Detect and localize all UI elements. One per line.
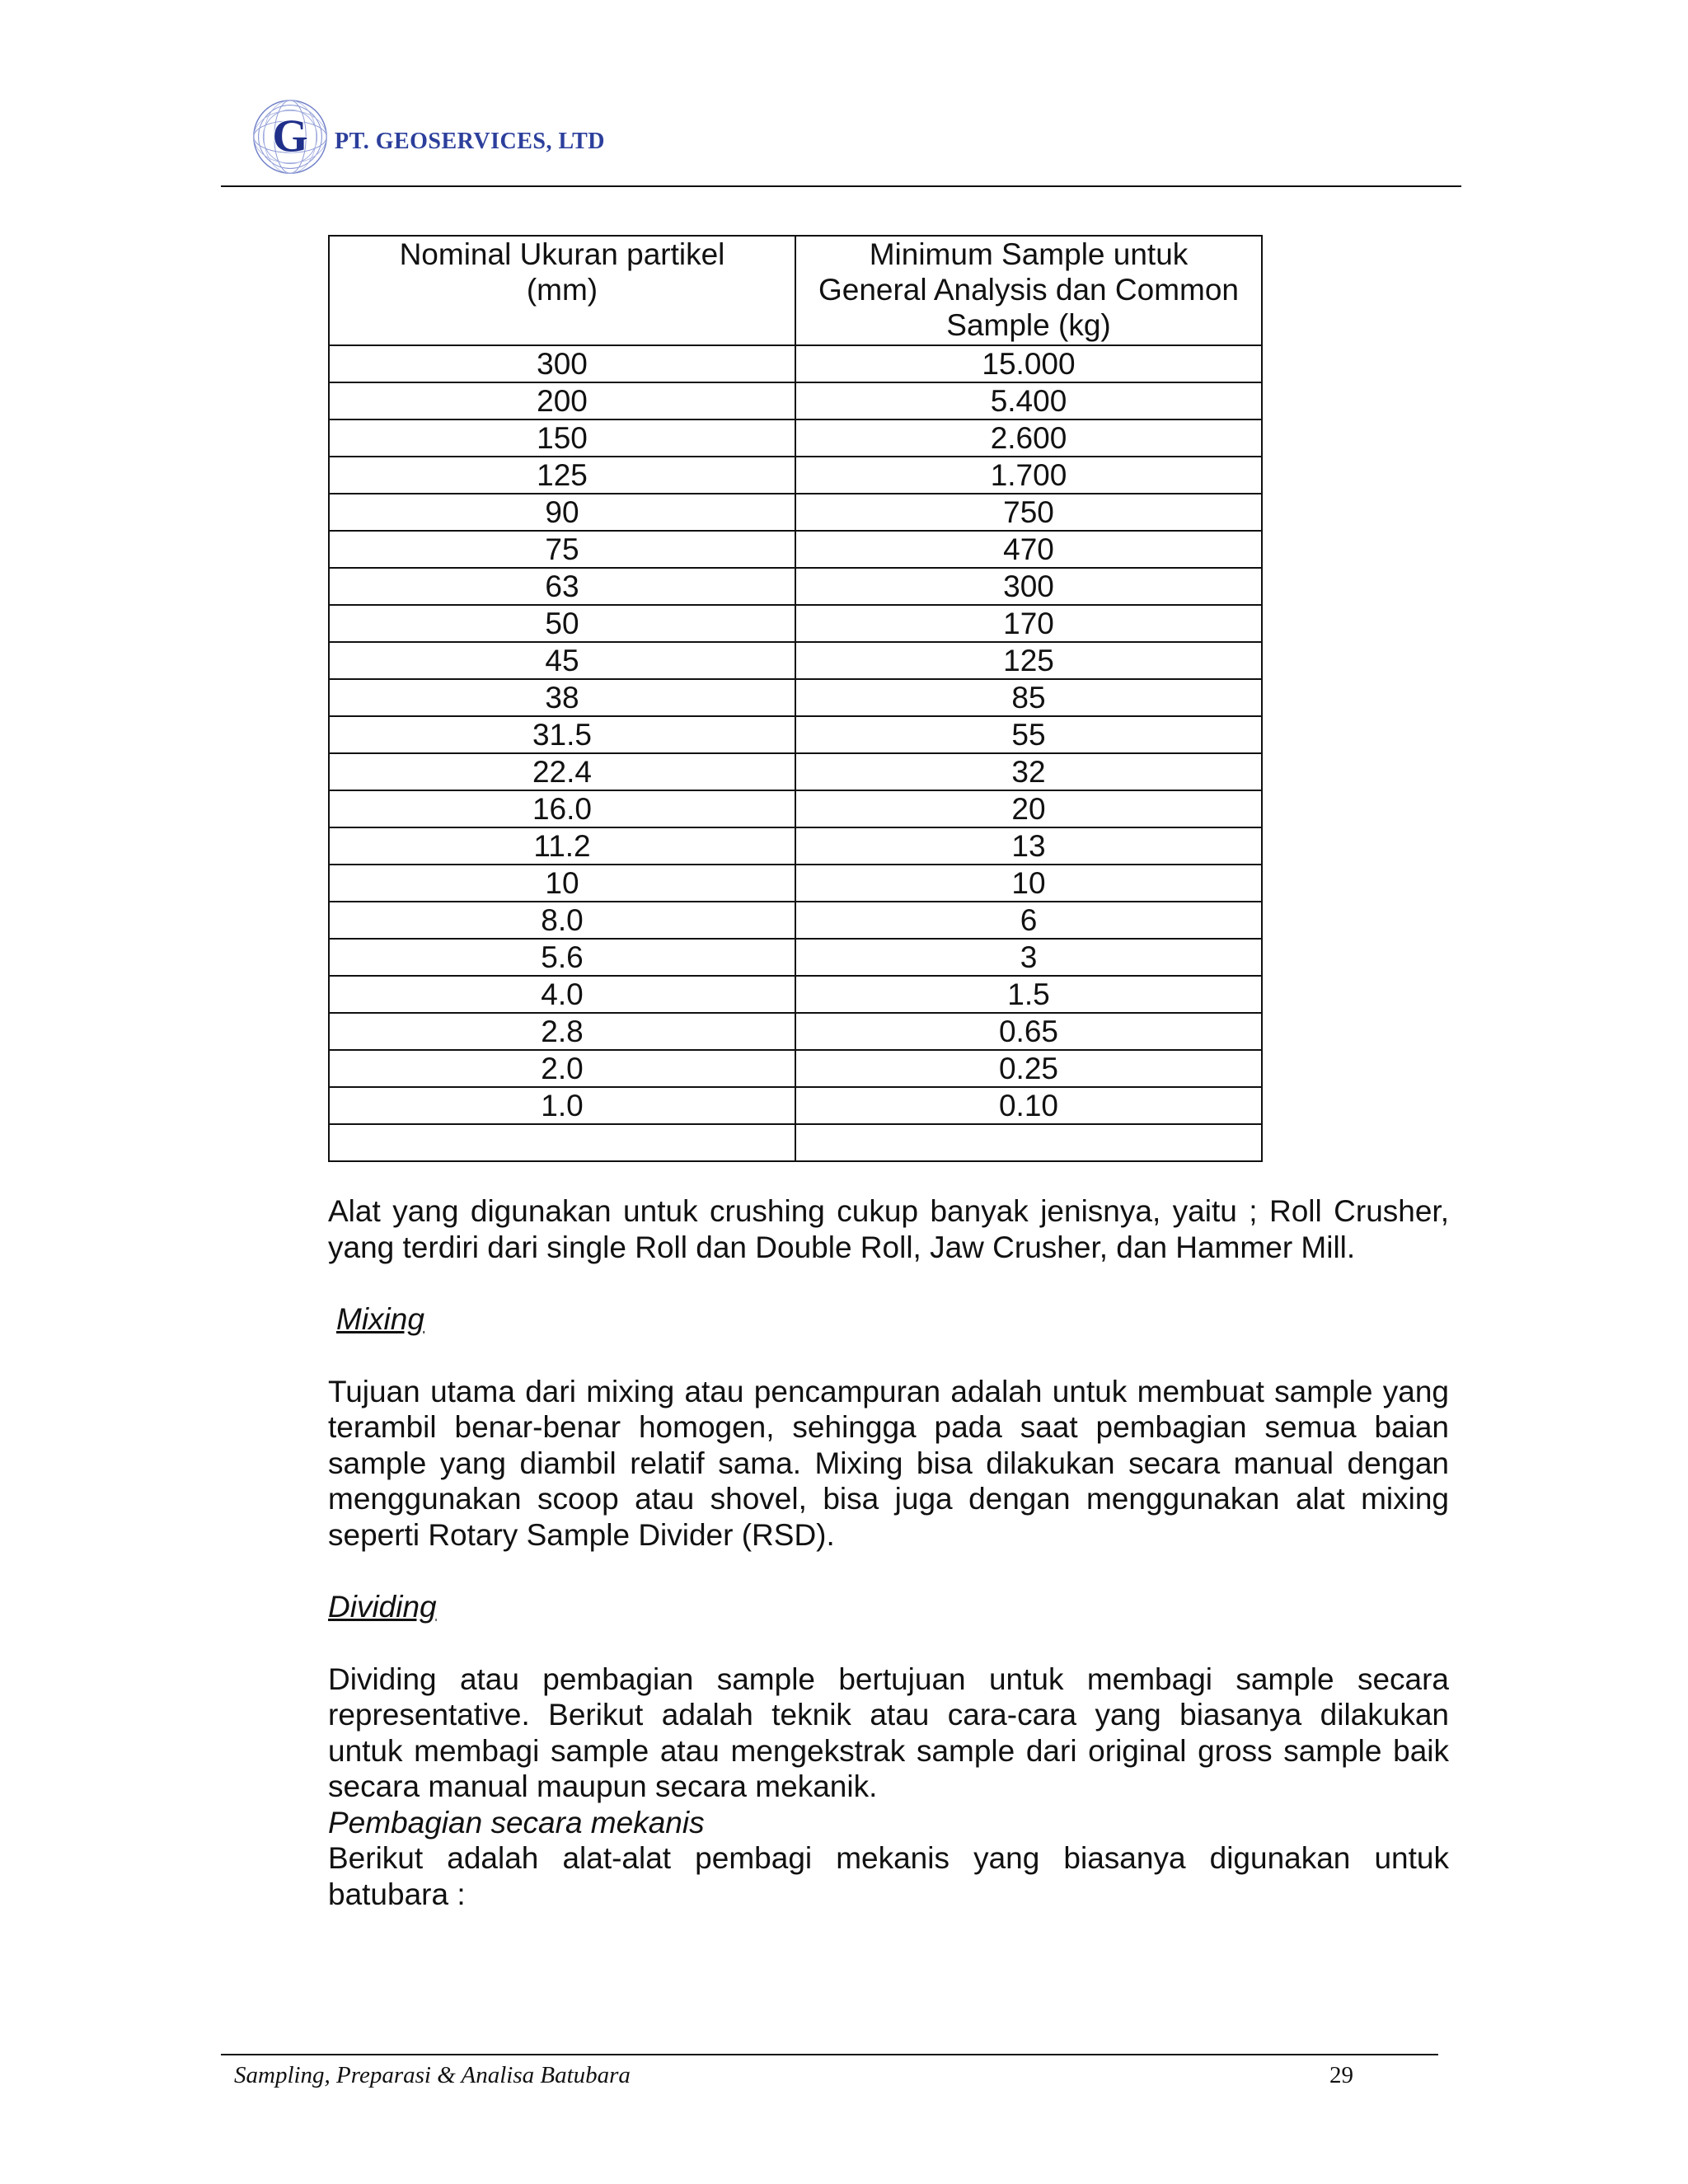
table-row <box>329 531 1262 568</box>
crushing-paragraph: Alat yang digunakan untuk crushing cukup banyak jenisnya, yaitu ; Roll Crusher, yang terdiri dari single Roll dan Double Roll, Jaw Crusher, dan Hammer Mill. <box>328 1194 1449 1264</box>
table-row <box>329 642 1262 679</box>
cell-nominal-size: 1.0 <box>329 1087 795 1124</box>
cell-nominal-size <box>329 1124 795 1161</box>
table-row <box>329 753 1262 790</box>
cell-minimum-sample: 0.25 <box>795 1050 1262 1087</box>
svg-text:G: G <box>272 110 308 162</box>
table-row <box>329 976 1262 1013</box>
cell-nominal-size: 125 <box>329 457 795 494</box>
particle-size-table-container <box>328 235 1263 1162</box>
mechanical-paragraph: Berikut adalah alat-alat pembagi mekanis yang biasanya digunakan untuk batubara : <box>328 1841 1449 1911</box>
company-name: PT. GEOSERVICES, LTD <box>335 129 606 154</box>
table-row <box>329 1124 1262 1161</box>
header-minimum-sample: Minimum Sample untuk General Analysis dan Common Sample (kg) <box>795 236 1262 345</box>
cell-nominal-size: 2.8 <box>329 1013 795 1050</box>
cell-nominal-size: 150 <box>329 419 795 457</box>
cell-minimum-sample: 2.600 <box>795 419 1262 457</box>
table-row <box>329 790 1262 827</box>
table-row <box>329 865 1262 902</box>
table-row <box>329 1087 1262 1124</box>
cell-nominal-size: 300 <box>329 345 795 382</box>
cell-nominal-size: 11.2 <box>329 827 795 865</box>
cell-nominal-size: 75 <box>329 531 795 568</box>
cell-minimum-sample: 1.700 <box>795 457 1262 494</box>
mixing-heading: Mixing <box>336 1302 424 1336</box>
cell-nominal-size: 90 <box>329 494 795 531</box>
page-header <box>221 92 1461 188</box>
cell-nominal-size: 50 <box>329 605 795 642</box>
cell-nominal-size: 4.0 <box>329 976 795 1013</box>
table-row <box>329 902 1262 939</box>
body-content <box>328 1193 1449 1912</box>
mechanical-subheading: Pembagian secara mekanis <box>328 1805 705 1840</box>
cell-nominal-size: 10 <box>329 865 795 902</box>
table-row <box>329 457 1262 494</box>
cell-nominal-size: 200 <box>329 382 795 419</box>
particle-size-table <box>328 235 1263 1162</box>
cell-nominal-size: 22.4 <box>329 753 795 790</box>
cell-minimum-sample: 750 <box>795 494 1262 531</box>
footer-document-title: Sampling, Preparasi & Analisa Batubara <box>234 2062 631 2088</box>
cell-minimum-sample: 0.65 <box>795 1013 1262 1050</box>
cell-minimum-sample: 55 <box>795 716 1262 753</box>
cell-nominal-size: 38 <box>329 679 795 716</box>
cell-minimum-sample: 13 <box>795 827 1262 865</box>
header-nominal-size: Nominal Ukuran partikel (mm) <box>329 236 795 345</box>
table-row <box>329 345 1262 382</box>
table-row <box>329 1050 1262 1087</box>
cell-minimum-sample: 15.000 <box>795 345 1262 382</box>
cell-nominal-size: 31.5 <box>329 716 795 753</box>
table-body <box>329 345 1262 1161</box>
cell-minimum-sample: 85 <box>795 679 1262 716</box>
cell-minimum-sample: 0.10 <box>795 1087 1262 1124</box>
dividing-heading: Dividing <box>328 1590 437 1624</box>
cell-minimum-sample: 1.5 <box>795 976 1262 1013</box>
table-row <box>329 568 1262 605</box>
table-row <box>329 939 1262 976</box>
table-row <box>329 716 1262 753</box>
cell-minimum-sample: 20 <box>795 790 1262 827</box>
table-row <box>329 382 1262 419</box>
table-row <box>329 494 1262 531</box>
table-row <box>329 605 1262 642</box>
table-row <box>329 679 1262 716</box>
cell-minimum-sample: 3 <box>795 939 1262 976</box>
cell-minimum-sample: 125 <box>795 642 1262 679</box>
cell-minimum-sample: 470 <box>795 531 1262 568</box>
cell-minimum-sample: 5.400 <box>795 382 1262 419</box>
cell-nominal-size: 16.0 <box>329 790 795 827</box>
table-row <box>329 419 1262 457</box>
header-divider <box>221 185 1461 187</box>
mixing-paragraph: Tujuan utama dari mixing atau pencampuran adalah untuk membuat sample yang terambil benar-benar homogen, sehingga pada saat pembagian semua baian sample yang diambil relatif sama. Mixing bisa dilakukan secara manual dengan menggunakan scoop atau shovel, bisa juga dengan menggunakan alat mixing seperti Rotary Sample Divider (RSD). <box>328 1374 1449 1552</box>
geoservices-logo-icon <box>251 97 330 176</box>
cell-minimum-sample <box>795 1124 1262 1161</box>
cell-minimum-sample: 32 <box>795 753 1262 790</box>
table-header-row <box>329 236 1262 345</box>
cell-minimum-sample: 170 <box>795 605 1262 642</box>
cell-minimum-sample: 6 <box>795 902 1262 939</box>
cell-nominal-size: 5.6 <box>329 939 795 976</box>
cell-nominal-size: 2.0 <box>329 1050 795 1087</box>
cell-nominal-size: 45 <box>329 642 795 679</box>
footer-page-number: 29 <box>1329 2062 1353 2088</box>
cell-nominal-size: 63 <box>329 568 795 605</box>
dividing-paragraph: Dividing atau pembagian sample bertujuan untuk membagi sample secara representative. Berikut adalah teknik atau cara-cara yang biasanya dilakukan untuk membagi sample atau mengekstrak sample dari original gross sample baik secara manual maupun secara mekanik. <box>328 1661 1449 1803</box>
footer-divider <box>221 2054 1438 2055</box>
cell-minimum-sample: 300 <box>795 568 1262 605</box>
cell-minimum-sample: 10 <box>795 865 1262 902</box>
table-row <box>329 1013 1262 1050</box>
table-row <box>329 827 1262 865</box>
cell-nominal-size: 8.0 <box>329 902 795 939</box>
